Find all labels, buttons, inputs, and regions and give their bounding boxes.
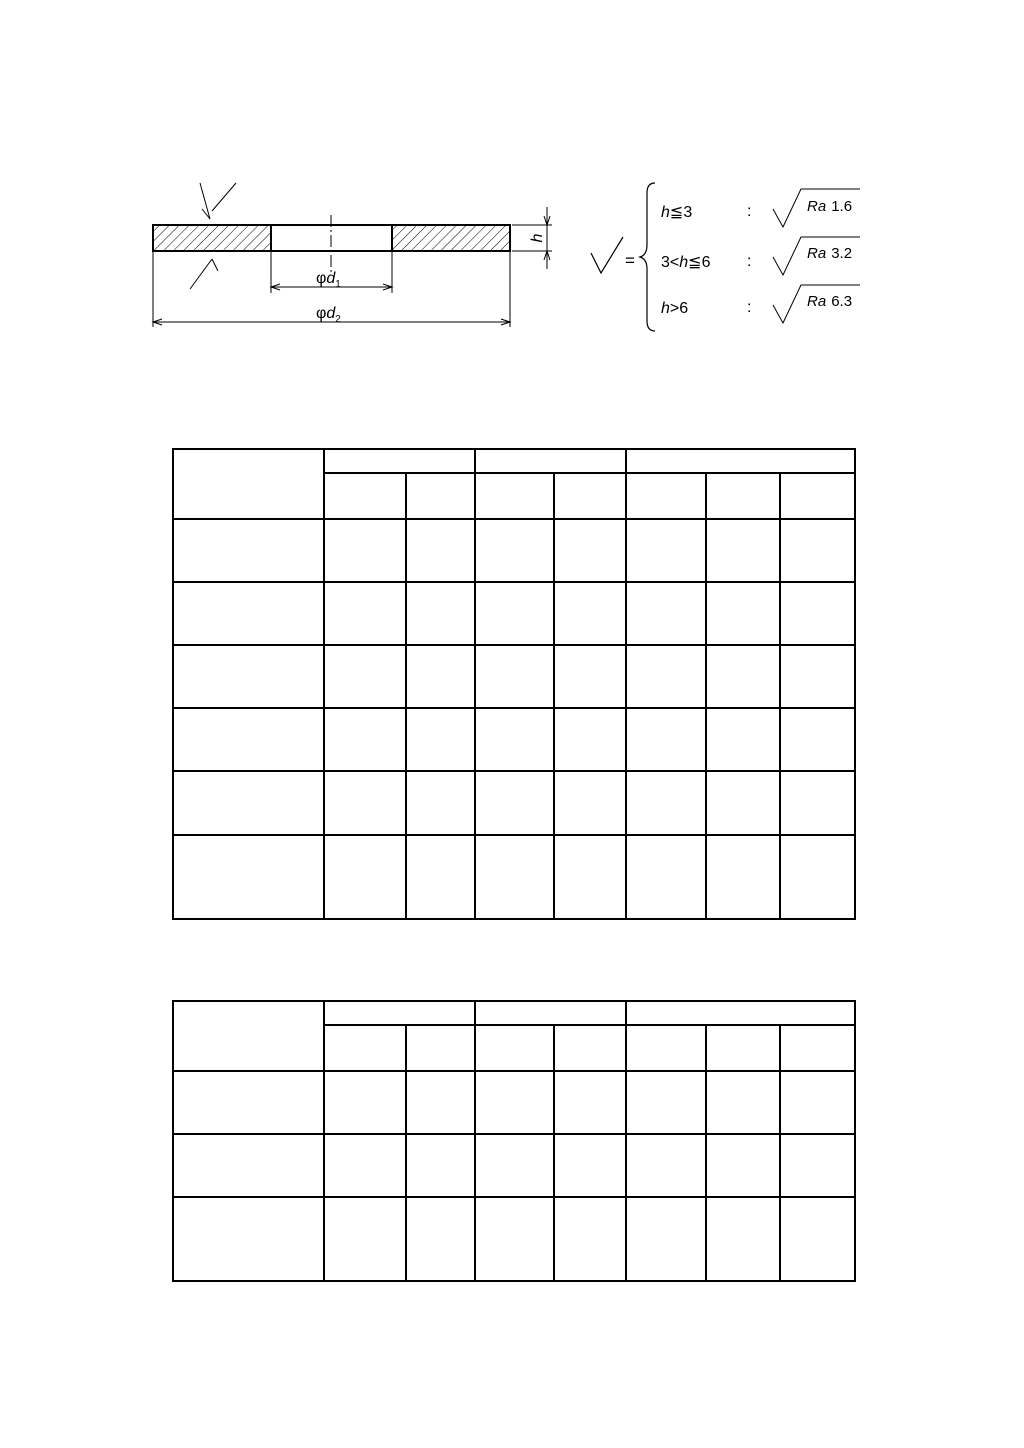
table-cell (324, 1197, 406, 1281)
table-cell (406, 1134, 475, 1197)
table-cell (706, 708, 780, 771)
brace (640, 183, 655, 331)
table-cell (475, 645, 554, 708)
table-cell (554, 1134, 626, 1197)
table-cell (554, 771, 626, 835)
table-cell (780, 771, 855, 835)
table-header-cell (475, 1025, 554, 1071)
table-cell (324, 582, 406, 645)
table-row (173, 582, 855, 645)
washer-section-drawing (140, 175, 570, 350)
table-row (173, 519, 855, 582)
table-cell (626, 708, 706, 771)
table-cell (475, 835, 554, 919)
table-cell (173, 519, 324, 582)
table-cell (173, 1071, 324, 1134)
table-header-group-2 (475, 449, 626, 473)
surface-finish-symbol (591, 237, 623, 273)
surface-finish-legend (585, 175, 870, 340)
inner-diameter-label: $\varphi d_1$ (316, 270, 341, 290)
table-cell (406, 1071, 475, 1134)
table-cell (475, 582, 554, 645)
table-cell (324, 835, 406, 919)
ra-value-row-2: Ra 3.2 (807, 245, 853, 262)
table-row (173, 645, 855, 708)
table-header-cell (626, 473, 706, 519)
table-cell (706, 519, 780, 582)
table-cell (324, 771, 406, 835)
table-cell (780, 835, 855, 919)
table-cell (324, 1134, 406, 1197)
table-row (173, 708, 855, 771)
table-cell (554, 1197, 626, 1281)
table-cell (324, 1071, 406, 1134)
table-header-group-3 (626, 449, 855, 473)
table-cell (324, 519, 406, 582)
table-header-cell (554, 1025, 626, 1071)
table-cell (554, 519, 626, 582)
table-cell (626, 645, 706, 708)
condition-row-3: h>6 (661, 300, 689, 317)
colon-row-3: : (747, 299, 752, 316)
table-header-cell (780, 473, 855, 519)
table-cell (626, 519, 706, 582)
table-header-cell (626, 1025, 706, 1071)
table-cell (554, 708, 626, 771)
table-cell (554, 645, 626, 708)
dimension-table-2 (172, 1000, 856, 1282)
thickness-label: h (529, 233, 546, 243)
colon-row-1: : (747, 203, 752, 220)
ra-value-row-3: Ra 6.3 (807, 293, 853, 310)
table-cell (780, 1071, 855, 1134)
table-cell (626, 1071, 706, 1134)
table-cell (780, 708, 855, 771)
table-cell (626, 1134, 706, 1197)
table-header-cell (554, 473, 626, 519)
table-cell (626, 835, 706, 919)
table-cell (173, 708, 324, 771)
table-cell (173, 1197, 324, 1281)
table-cell (706, 771, 780, 835)
table-row (173, 1071, 855, 1134)
table-header-cell (324, 1025, 406, 1071)
table-header-row-1 (173, 1001, 855, 1025)
table-cell (780, 1134, 855, 1197)
table-cell (706, 1134, 780, 1197)
table-cell (406, 645, 475, 708)
table-cell (706, 1197, 780, 1281)
table-header-cell (324, 473, 406, 519)
table-header-row-1 (173, 449, 855, 473)
table-row (173, 771, 855, 835)
table-cell (626, 1197, 706, 1281)
table-cell (406, 1197, 475, 1281)
condition-row-1: h≦3 (661, 204, 693, 221)
table-header-cell (706, 473, 780, 519)
ra-value-row-1: Ra 1.6 (807, 198, 853, 215)
table-cell (406, 519, 475, 582)
table-cell (780, 519, 855, 582)
table-header-group-1 (324, 1001, 475, 1025)
table-header-group-2 (475, 1001, 626, 1025)
table-cell (475, 519, 554, 582)
table-cell (780, 1197, 855, 1281)
table-cell (406, 582, 475, 645)
table-cell (173, 835, 324, 919)
table-cell (475, 708, 554, 771)
table-cell (554, 835, 626, 919)
table-row (173, 1197, 855, 1281)
dimension-table-1 (172, 448, 856, 920)
table-cell (554, 1071, 626, 1134)
table-cell (173, 771, 324, 835)
table-cell (475, 1071, 554, 1134)
table-cell (475, 771, 554, 835)
table-cell (173, 645, 324, 708)
table-cell (406, 835, 475, 919)
table-header-group-3 (626, 1001, 855, 1025)
table-cell (706, 582, 780, 645)
table-cell (475, 1197, 554, 1281)
table-cell (406, 771, 475, 835)
table-cell (706, 835, 780, 919)
condition-row-2: 3<h≦6 (661, 254, 711, 271)
table-header-cell (706, 1025, 780, 1071)
table-header-cell (406, 473, 475, 519)
table-cell (626, 582, 706, 645)
table-header-group-1 (324, 449, 475, 473)
table-header-cell (780, 1025, 855, 1071)
table-cell (626, 771, 706, 835)
colon-row-2: : (747, 253, 752, 270)
table-row (173, 1134, 855, 1197)
table-cell (780, 582, 855, 645)
table-row (173, 835, 855, 919)
table-cell (706, 1071, 780, 1134)
table-cell (173, 1134, 324, 1197)
table-cell (173, 582, 324, 645)
table-cell (324, 645, 406, 708)
table-cell (324, 708, 406, 771)
table-header-label-cell (173, 1001, 324, 1071)
equals-sign: = (625, 251, 635, 270)
table-cell (706, 645, 780, 708)
table-cell (554, 582, 626, 645)
table-cell (475, 1134, 554, 1197)
table-header-cell (475, 473, 554, 519)
table-header-label-cell (173, 449, 324, 519)
outer-diameter-label: $\varphi d_2$ (316, 305, 341, 325)
table-cell (780, 645, 855, 708)
table-header-cell (406, 1025, 475, 1071)
table-cell (406, 708, 475, 771)
